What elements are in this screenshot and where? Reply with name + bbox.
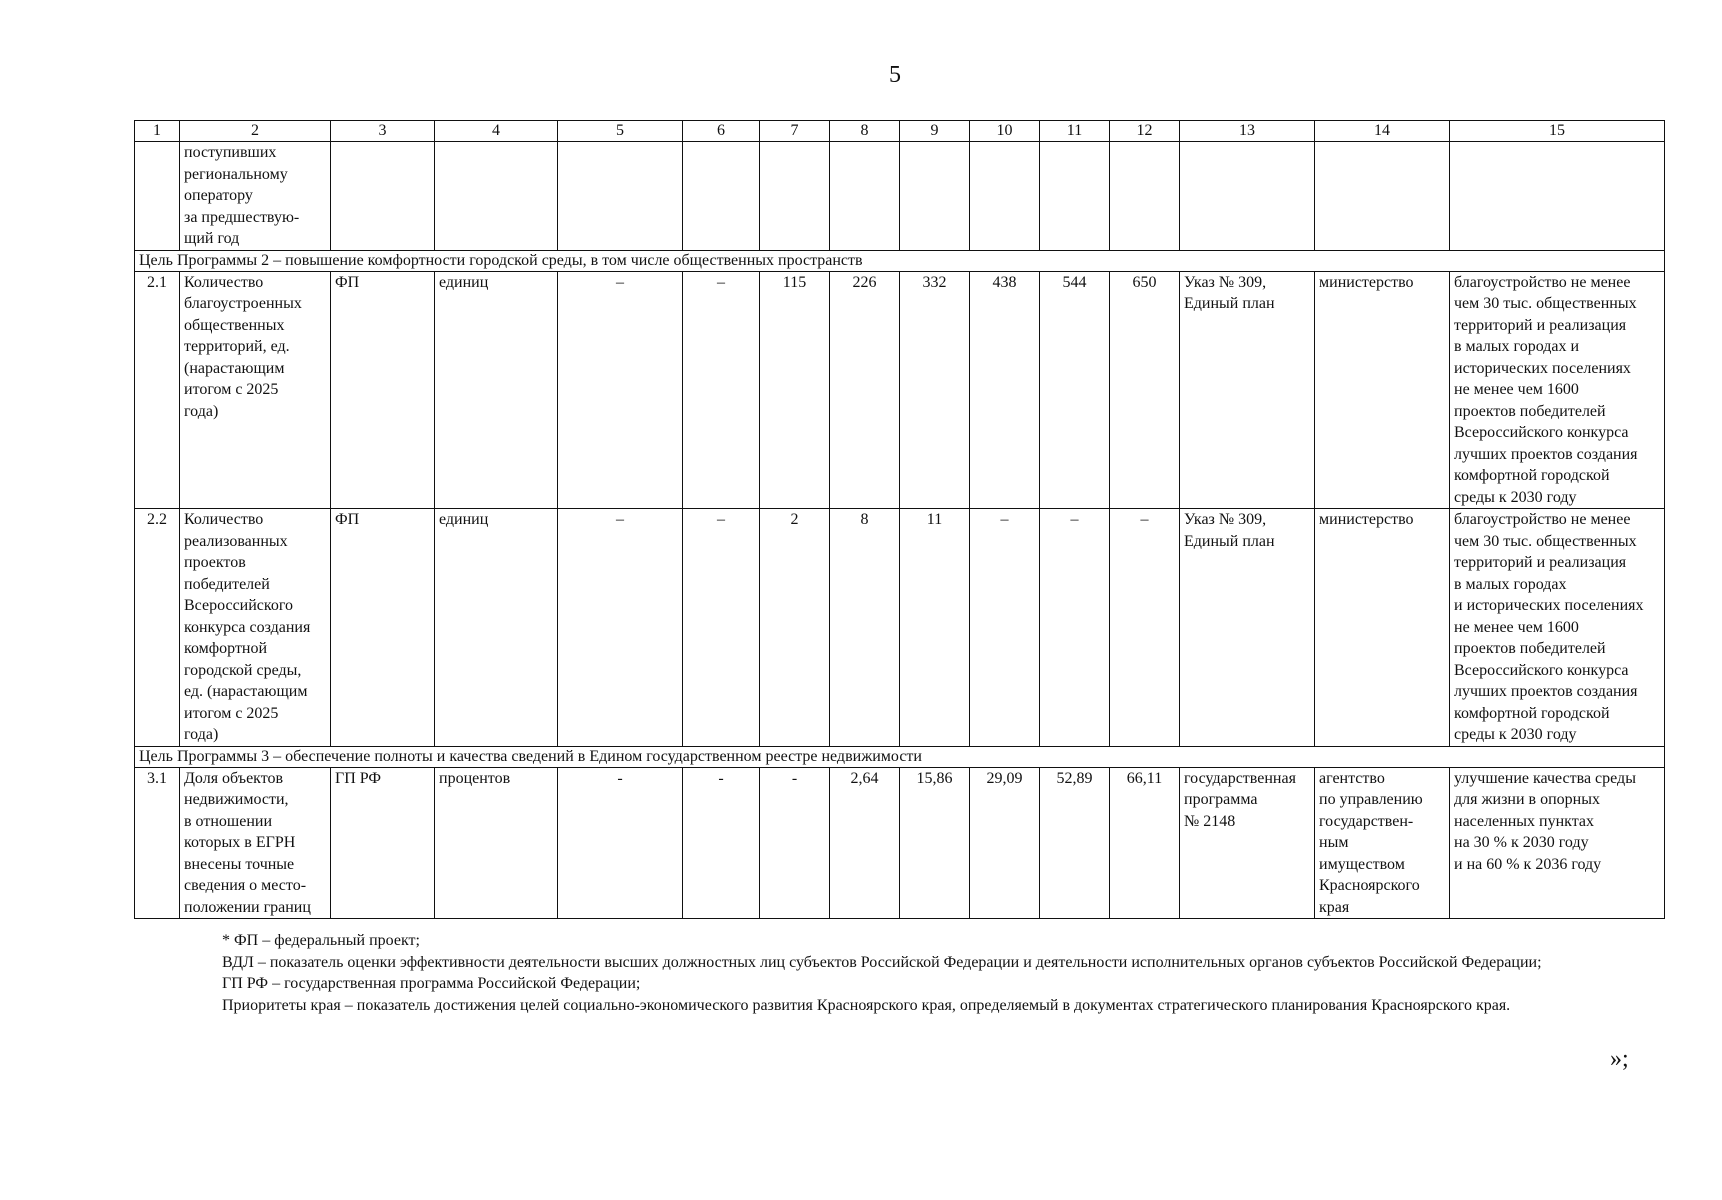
cell-value-8: 2,64: [830, 767, 900, 919]
cell-indicator-name: поступивших региональному оператору за предшествую- щий год: [180, 142, 331, 251]
cell-value-10: –: [970, 509, 1040, 747]
col-header: 8: [830, 121, 900, 142]
cell-responsible: агентство по управлению государствен- ным имуществом Красноярского края: [1315, 767, 1450, 919]
cell-empty: [1040, 142, 1110, 251]
cell-linkage: улучшение качества среды для жизни в опорных населенных пунктах на 30 % к 2030 году и на 60 % к 2036 году: [1450, 767, 1665, 919]
cell-empty: [683, 142, 760, 251]
cell-number: 2.2: [135, 509, 180, 747]
goal-row-2: [135, 250, 1665, 271]
cell-number: 3.1: [135, 767, 180, 919]
cell-value-5: –: [558, 271, 683, 509]
cell-document: Указ № 309, Единый план: [1180, 271, 1315, 509]
cell-indicator-name: Доля объектов недвижимости, в отношении которых в ЕГРН внесены точные сведения о место- положении границ: [180, 767, 331, 919]
cell-value-6: -: [683, 767, 760, 919]
col-header: 1: [135, 121, 180, 142]
cell-value-9: 332: [900, 271, 970, 509]
cell-value-9: 15,86: [900, 767, 970, 919]
col-header: 7: [760, 121, 830, 142]
cell-value-7: -: [760, 767, 830, 919]
col-header: 13: [1180, 121, 1315, 142]
cell-value-8: 226: [830, 271, 900, 509]
goal-row-3: [135, 746, 1665, 767]
cell-responsible: министерство: [1315, 271, 1450, 509]
footnote-fp: * ФП – федеральный проект;: [222, 932, 420, 949]
cell-value-6: –: [683, 271, 760, 509]
table-row-continuation: [135, 142, 1665, 251]
cell-unit: единиц: [435, 271, 558, 509]
cell-indicator-type: ГП РФ: [331, 767, 435, 919]
footnote-vdl: ВДЛ – показатель оценки эффективности деятельности высших должностных лиц субъектов Российской Федерации и деятельности исполнительных органов субъектов Российской Федерации;: [222, 953, 1542, 971]
col-header: 6: [683, 121, 760, 142]
footnote-gprf: ГП РФ – государственная программа Российской Федерации;: [222, 975, 641, 992]
footnote-priorities: Приоритеты края – показатель достижения целей социально-экономического развития Красноярского края, определяемый в документах стратегического планирования Красноярского края.: [222, 996, 1511, 1014]
cell-empty: [900, 142, 970, 251]
col-header: 10: [970, 121, 1040, 142]
cell-value-12: –: [1110, 509, 1180, 747]
cell-value-10: 438: [970, 271, 1040, 509]
cell-value-5: -: [558, 767, 683, 919]
cell-empty: [760, 142, 830, 251]
cell-empty: [1110, 142, 1180, 251]
cell-document: Указ № 309, Единый план: [1180, 509, 1315, 747]
col-header: 15: [1450, 121, 1665, 142]
table-row-3-1: [135, 767, 1665, 919]
cell-value-7: 115: [760, 271, 830, 509]
cell-empty: [135, 142, 180, 251]
table-row-2-2: [135, 509, 1665, 747]
footnotes: [148, 930, 1651, 1016]
cell-value-11: 544: [1040, 271, 1110, 509]
col-header: 9: [900, 121, 970, 142]
col-header: 14: [1315, 121, 1450, 142]
cell-value-6: –: [683, 509, 760, 747]
goal-3-text: Цель Программы 3 – обеспечение полноты и качества сведений в Едином государственном реестре недвижимости: [135, 746, 1665, 767]
page-number: 5: [889, 62, 901, 88]
cell-empty: [435, 142, 558, 251]
col-header: 3: [331, 121, 435, 142]
cell-value-12: 66,11: [1110, 767, 1180, 919]
cell-value-5: –: [558, 509, 683, 747]
cell-indicator-type: ФП: [331, 509, 435, 747]
cell-document: государственная программа № 2148: [1180, 767, 1315, 919]
cell-empty: [970, 142, 1040, 251]
cell-empty: [1180, 142, 1315, 251]
cell-indicator-type: ФП: [331, 271, 435, 509]
goal-2-text: Цель Программы 2 – повышение комфортности городской среды, в том числе общественных пространств: [135, 250, 1665, 271]
cell-value-9: 11: [900, 509, 970, 747]
indicators-table: [134, 120, 1665, 919]
col-header: 4: [435, 121, 558, 142]
cell-value-12: 650: [1110, 271, 1180, 509]
col-header: 12: [1110, 121, 1180, 142]
cell-value-8: 8: [830, 509, 900, 747]
cell-indicator-name: Количество реализованных проектов победителей Всероссийского конкурса создания комфортной городской среды, ед. (нарастающим итогом с 2025 года): [180, 509, 331, 747]
cell-responsible: министерство: [1315, 509, 1450, 747]
cell-value-7: 2: [760, 509, 830, 747]
column-number-row: [135, 121, 1665, 142]
cell-empty: [830, 142, 900, 251]
cell-unit: процентов: [435, 767, 558, 919]
cell-linkage: благоустройство не менее чем 30 тыс. общественных территорий и реализация в малых городах и исторических поселениях не менее чем 1600 проектов победителей Всероссийского конкурса лучших проектов создания комфортной городской среды к 2030 году: [1450, 271, 1665, 509]
cell-number: 2.1: [135, 271, 180, 509]
cell-unit: единиц: [435, 509, 558, 747]
cell-value-10: 29,09: [970, 767, 1040, 919]
cell-value-11: –: [1040, 509, 1110, 747]
cell-indicator-name: Количество благоустроенных общественных территорий, ед. (нарастающим итогом с 2025 года): [180, 271, 331, 509]
cell-linkage: благоустройство не менее чем 30 тыс. общественных территорий и реализация в малых городах и исторических поселениях не менее чем 1600 проектов победителей Всероссийского конкурса лучших проектов создания комфортной городской среды к 2030 году: [1450, 509, 1665, 747]
cell-empty: [331, 142, 435, 251]
cell-value-11: 52,89: [1040, 767, 1110, 919]
closing-quote-mark: »;: [1610, 1046, 1629, 1072]
table-row-2-1: [135, 271, 1665, 509]
cell-empty: [1450, 142, 1665, 251]
col-header: 2: [180, 121, 331, 142]
cell-empty: [1315, 142, 1450, 251]
col-header: 5: [558, 121, 683, 142]
cell-empty: [558, 142, 683, 251]
col-header: 11: [1040, 121, 1110, 142]
